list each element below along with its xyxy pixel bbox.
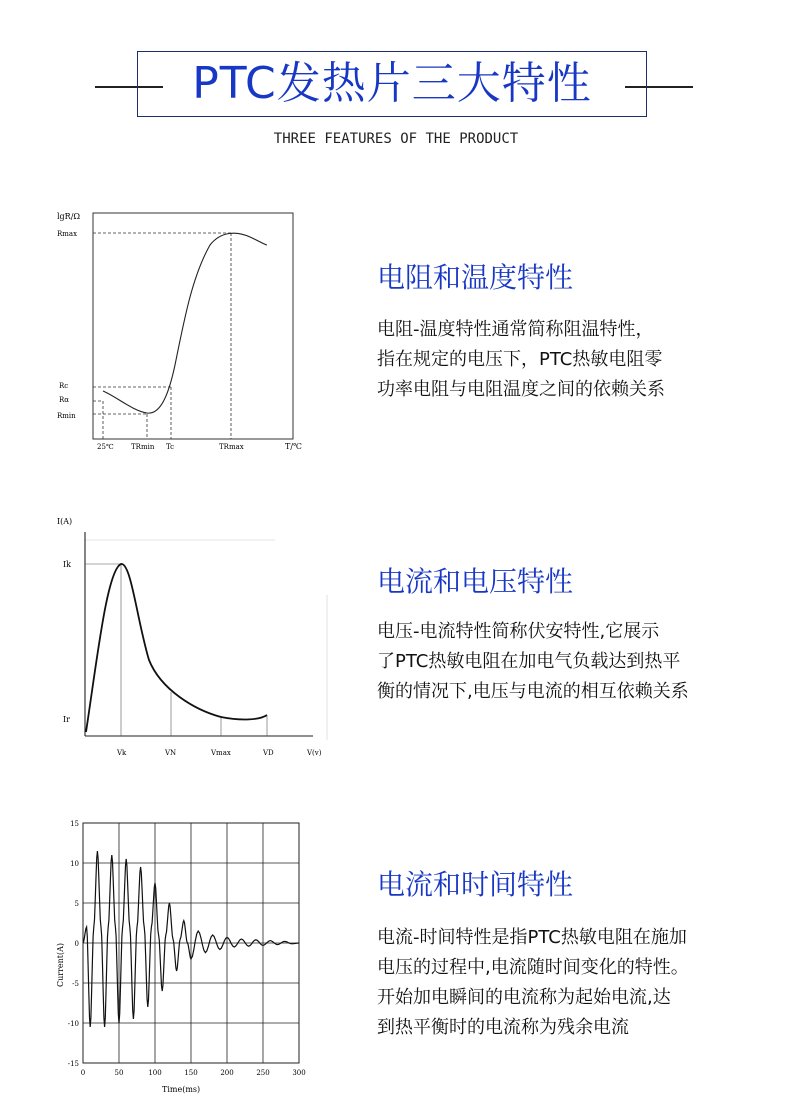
chart2-ytick-ir: Ir <box>63 715 70 724</box>
chart1-xtick-tc: Tc <box>166 443 175 451</box>
chart2-xtick-vn: VN <box>165 749 177 757</box>
resistance-temperature-chart <box>45 205 365 465</box>
chart2-xtick-vd: VD <box>263 749 274 757</box>
chart3-xtick: 150 <box>184 1069 198 1077</box>
section2-line3: 衡的情况下,电压与电流的相互依赖关系 <box>377 681 689 702</box>
chart3-xlabel: Time(ms) <box>162 1085 201 1094</box>
chart1-xlabel: T/℃ <box>285 442 302 451</box>
chart2-xtick-vmax: Vmax <box>211 749 231 757</box>
chart1-xtick-trmax: TRmax <box>219 443 244 451</box>
chart2-xtick-vk: Vk <box>117 749 127 757</box>
chart3-ytick: 5 <box>74 900 79 908</box>
chart3-xtick: 250 <box>256 1069 270 1077</box>
chart1-xtick-trmin: TRmin <box>131 443 155 451</box>
chart2-curve <box>86 564 267 732</box>
chart1-ytick-ra: Rα <box>59 396 69 404</box>
section1-line3: 功率电阻与电阻温度之间的依赖关系 <box>377 379 665 400</box>
section2-line1: 电压-电流特性简称伏安特性,它展示 <box>377 621 660 642</box>
chart3-ytick: 0 <box>74 940 79 948</box>
chart3-xtick: 50 <box>114 1069 124 1077</box>
section2-body <box>377 617 777 707</box>
page-title: PTC发热片三大特性 <box>192 58 592 109</box>
chart3-xtick: 200 <box>220 1069 234 1077</box>
section2-line2: 了PTC热敏电阻在加电气负载达到热平 <box>377 651 681 672</box>
section3-title: 电流和时间特性 <box>377 868 574 901</box>
chart3-xtick: 300 <box>292 1069 306 1077</box>
chart1-ylabel: lgR/Ω <box>57 212 81 221</box>
chart1-xtick-25: 25℃ <box>97 443 114 451</box>
section3-line3: 开始加电瞬间的电流称为起始电流,达 <box>377 987 671 1008</box>
chart3-xtick: 0 <box>80 1069 86 1077</box>
chart2-ytick-ik: Ik <box>63 560 72 569</box>
current-voltage-chart <box>45 510 345 770</box>
section3-line4: 到热平衡时的电流称为残余电流 <box>377 1017 629 1038</box>
section3-body <box>377 923 777 1043</box>
section1-line2: 指在规定的电压下，PTC热敏电阻零 <box>377 349 663 370</box>
section3-line2: 电压的过程中,电流随时间变化的特性。 <box>377 957 689 978</box>
chart1-ytick-rmin: Rmin <box>57 412 76 420</box>
chart2-ylabel: I(A) <box>57 517 73 526</box>
chart3-ytick: 10 <box>70 860 79 868</box>
section1-line1: 电阻-温度特性通常简称阻温特性， <box>377 319 654 340</box>
chart3-ylabel: Current(A) <box>56 942 65 988</box>
chart3-ytick: -5 <box>72 980 79 988</box>
section3-line1: 电流-时间特性是指PTC热敏电阻在施加 <box>377 927 687 948</box>
chart3-ytick: -15 <box>67 1060 79 1068</box>
current-time-chart <box>45 815 345 1100</box>
chart3-ytick: 15 <box>70 820 79 828</box>
chart1-ytick-rmax: Rmax <box>57 230 78 238</box>
section2-title: 电流和电压特性 <box>377 565 574 598</box>
chart3-ytick: -10 <box>67 1020 79 1028</box>
chart1-ytick-rc: Rc <box>59 382 69 390</box>
section1-title: 电阻和温度特性 <box>377 261 574 294</box>
chart3-xtick: 100 <box>148 1069 162 1077</box>
chart2-xlabel: V(v) <box>307 749 322 757</box>
chart1-frame <box>93 213 293 439</box>
section1-body <box>377 315 777 405</box>
chart1-curve <box>103 233 267 413</box>
page-subtitle: THREE FEATURES OF THE PRODUCT <box>273 131 519 147</box>
chart3-ticks <box>68 820 306 1077</box>
